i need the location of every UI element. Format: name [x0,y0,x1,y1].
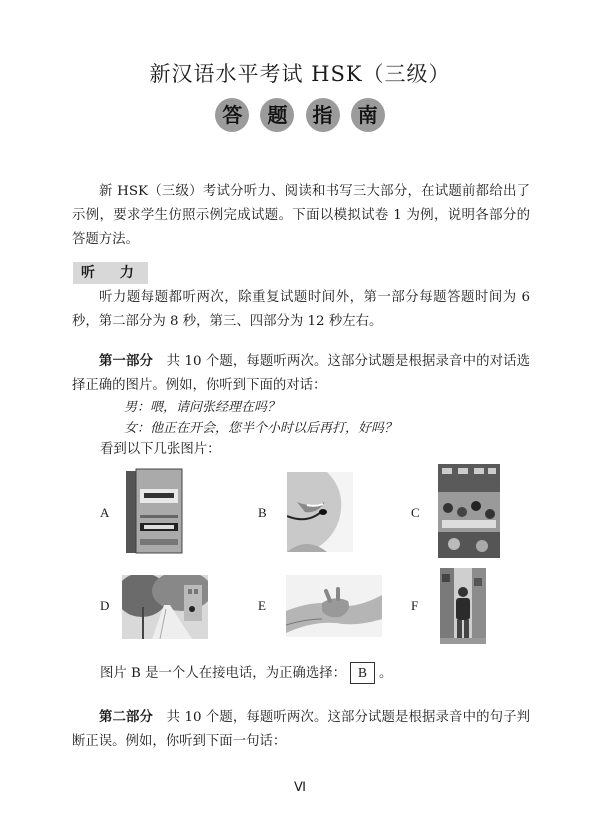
headset-phone-photo-icon [287,472,353,552]
part1-text: 共 10 个题，每题听两次。这部分试题是根据录音中的对话选择正确的图片。例如，你听到下面的对话： [72,354,530,393]
holding-hands-photo-icon [286,575,382,637]
part2-label: 第二部分 [99,710,154,725]
dialog-line-man: 男：喂，请问张经理在吗？ [124,400,281,415]
option-letter-c: C [411,505,420,520]
part2-text: 共 10 个题，每题听两次。这部分试题是根据录音中的句子判断正误。例如，你听到下面一句话： [72,710,530,749]
answer-suffix: 。 [378,666,393,681]
option-letter-e: E [258,598,266,613]
book-photo-icon [122,467,184,555]
part2-paragraph [72,706,530,754]
intro-paragraph: 新 HSK（三级）考试分听力、阅读和书写三大部分，在试题前都给出了示例，要求学生仿照示例完成试题。下面以模拟试卷 1 为例，说明各部分的答题方法。 [72,184,530,247]
option-letter-d: D [100,598,110,613]
listening-heading: 听 力 [73,262,148,284]
option-letter-f: F [411,598,419,613]
answer-prefix: 图片 B 是一个人在接电话，为正确选择： [100,666,346,681]
guide-subtitle [0,98,600,132]
subtitle-char: 指 [306,98,340,132]
subtitle-char: 题 [260,98,294,132]
backpacker-street-photo-icon [440,568,486,644]
answer-line [100,662,392,684]
dialog-line-woman: 女：他正在开会，您半个小时以后再打，好吗？ [124,421,398,436]
subtitle-char: 答 [215,98,249,132]
listening-intro: 听力题每题都听两次，除重复试题时间外，第一部分每题答题时间为 6 秒，第二部分为 8 秒，第三、四部分为 12 秒左右。 [72,290,530,329]
tree-lined-street-photo-icon [122,575,208,639]
option-letter-b: B [258,505,267,520]
subtitle-char: 南 [351,98,385,132]
page-title: 新汉语水平考试 HSK（三级） [149,62,451,86]
crowd-restaurant-photo-icon [438,464,500,558]
answer-box: B [350,662,375,684]
option-letter-a: A [100,505,110,520]
see-pictures-text: 看到以下几张图片： [100,442,221,457]
part1-paragraph [72,350,530,398]
page-number: Ⅵ [294,779,306,794]
part1-label: 第一部分 [99,354,154,369]
